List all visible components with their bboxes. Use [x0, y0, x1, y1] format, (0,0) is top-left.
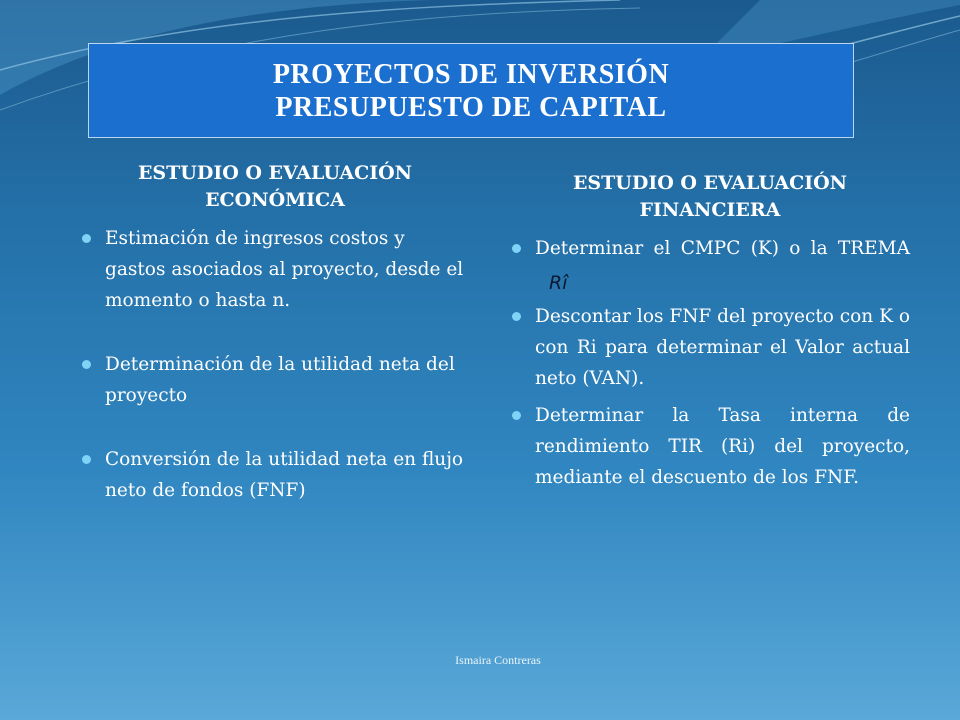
economic-study-list: [80, 223, 470, 506]
financial-study-list: [510, 233, 910, 493]
list-item: Estimación de ingresos costos y gastos asociados al proyecto, desde el momento o hasta n.: [80, 223, 470, 316]
financial-study-column: [510, 170, 910, 499]
list-item: Conversión de la utilidad neta en flujo neto de fondos (FNF): [80, 444, 470, 506]
list-item: Determinar la Tasa interna de rendimiento TIR (Ri) del proyecto, mediante el descuento de los FNF.: [510, 400, 910, 493]
title-line-2: PRESUPUESTO DE CAPITAL: [275, 91, 667, 123]
list-item-text: Determinar el CMPC (K) o la TREMA: [535, 238, 910, 259]
list-item: Descontar los FNF del proyecto con K o con Ri para determinar el Valor actual neto (VAN).: [510, 301, 910, 394]
list-item: [510, 233, 910, 295]
title-banner: [88, 43, 854, 138]
ri-hat-formula: Rî: [549, 272, 568, 294]
footer-author: Ismaira Contreras: [455, 653, 541, 667]
financial-study-heading: ESTUDIO O EVALUACIÓN FINANCIERA: [572, 172, 848, 221]
title-line-1: PROYECTOS DE INVERSIÓN: [272, 58, 670, 90]
economic-study-column: [80, 160, 470, 506]
list-item: Determinación de la utilidad neta del proyecto: [80, 349, 470, 411]
economic-study-heading: ESTUDIO O EVALUACIÓN ECONÓMICA: [137, 162, 413, 211]
